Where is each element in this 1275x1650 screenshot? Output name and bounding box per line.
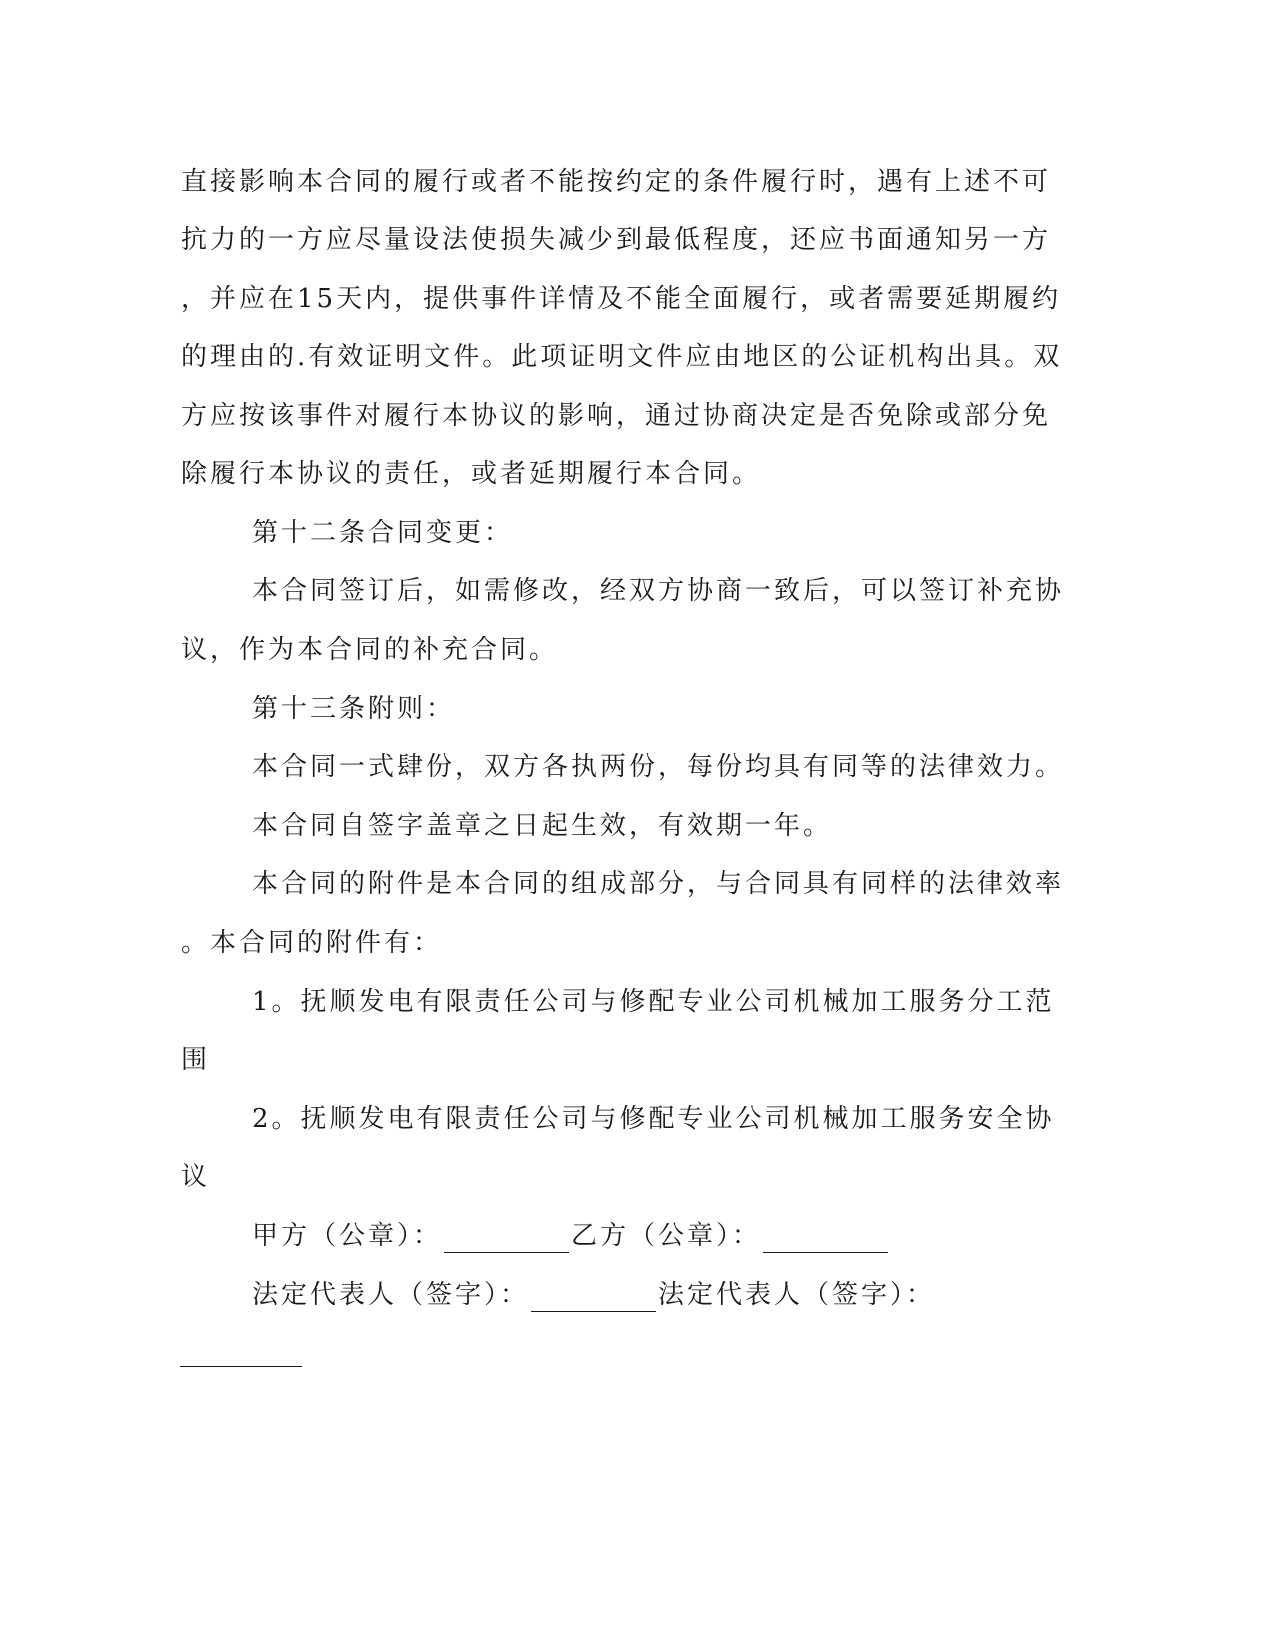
party-b-seal-label: 乙方（公章）： (571, 1221, 762, 1251)
section-heading: 第十三条附则： (252, 694, 456, 724)
party-a-seal-label: 甲方（公章）： (252, 1221, 443, 1251)
party-a-rep-blank[interactable] (531, 1281, 656, 1312)
party-b-rep-blank[interactable] (180, 1366, 302, 1367)
attachment-item: 2。抚顺发电有限责任公司与修配专业公司机械加工服务安全协 (252, 1104, 1055, 1134)
text-line: 抗力的一方应尽量设法使损失减少到最低程度，还应书面通知另一方 (181, 225, 1052, 255)
text-line: 本合同一式肆份，双方各执两份，每份均具有同等的法律效力。 (252, 752, 1065, 782)
party-a-rep-label: 法定代表人（签字）： (252, 1280, 530, 1310)
text-line: 本合同签订后，如需修改，经双方协商一致后，可以签订补充协 (252, 576, 1065, 606)
text-line: ，并应在15天内，提供事件详情及不能全面履行，或者需要延期履约 (181, 284, 1062, 314)
party-b-rep-label: 法定代表人（签字）： (658, 1280, 936, 1310)
signature-row-representative (252, 1278, 935, 1312)
signature-row-seal (252, 1219, 890, 1253)
text-line: 围 (181, 1045, 211, 1075)
text-line: 除履行本协议的责任，或者延期履行本合同。 (181, 459, 762, 489)
text-line: 方应按该事件对履行本协议的影响，通过协商决定是否免除或部分免 (181, 401, 1052, 431)
party-a-seal-blank[interactable] (444, 1222, 569, 1253)
text-line: 直接影响本合同的履行或者不能按约定的条件履行时，遇有上述不可 (181, 167, 1052, 197)
section-heading: 第十二条合同变更： (252, 518, 514, 548)
text-line: 本合同的附件是本合同的组成部分，与合同具有同样的法律效率 (252, 869, 1065, 899)
text-line: 的理由的.有效证明文件。此项证明文件应由地区的公证机构出具。双 (181, 342, 1063, 372)
text-line: 议，作为本合同的补充合同。 (181, 635, 559, 665)
text-line: 本合同自签字盖章之日起生效，有效期一年。 (252, 811, 833, 841)
text-line: 。本合同的附件有： (181, 928, 443, 958)
attachment-item: 1。抚顺发电有限责任公司与修配专业公司机械加工服务分工范 (252, 987, 1055, 1017)
party-b-seal-blank[interactable] (763, 1222, 888, 1253)
text-line: 议 (181, 1162, 211, 1192)
